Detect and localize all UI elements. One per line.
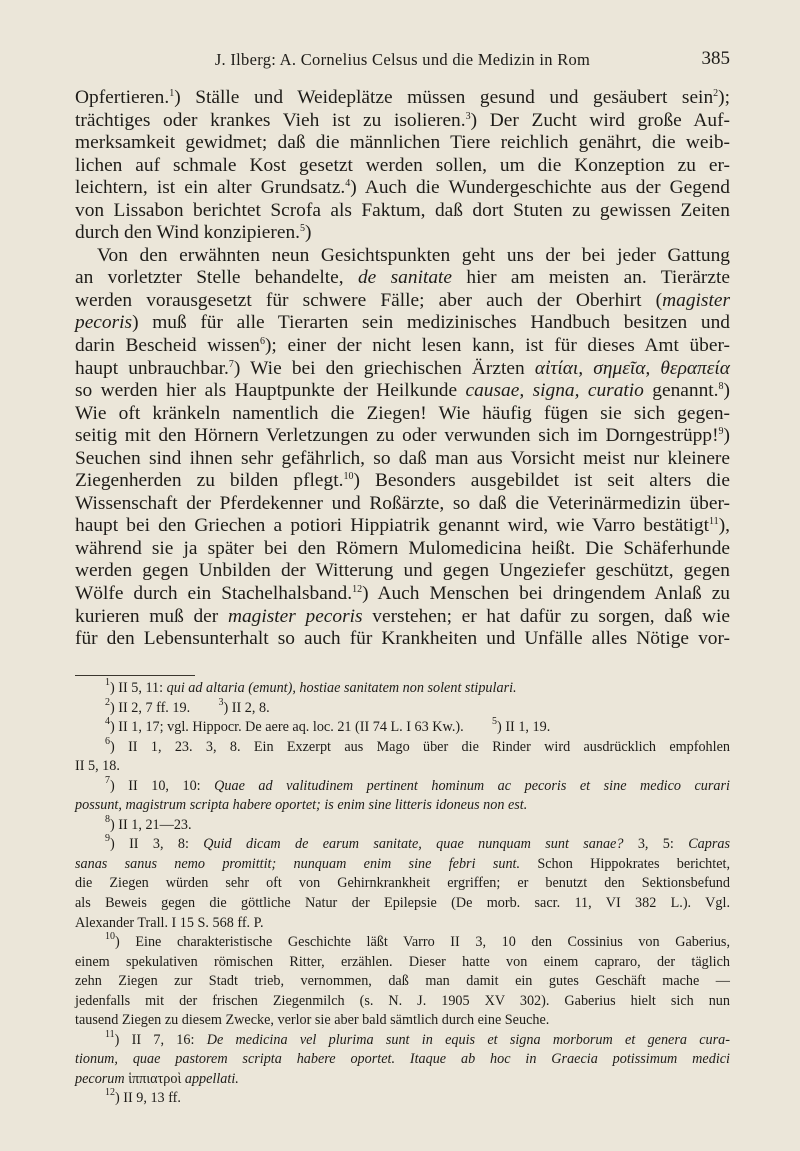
text-line: werden vorausgesetzt für schwere Fälle; aber auch der Oberhirt (magister <box>75 289 730 311</box>
running-header <box>75 50 730 74</box>
text-line: seitig mit den Hörnern Verletzungen zu oder verwunden sich im Dorngestrüpp!$^9$) <box>75 425 730 447</box>
text-line: pecoris) muß für alle Tierarten sein medizinisches Handbuch besitzen und <box>75 312 730 334</box>
text-line: kurieren muß der magister pecoris verstehen; er hat dafür zu sorgen, daß wie <box>75 605 730 627</box>
footnote-6-cont: II 5, 18. <box>75 758 120 775</box>
footnote-10-cont: zehn Ziegen zur Stadt trieb, vernommen, daß man damit ein gutes Geschäft mache — <box>75 973 730 990</box>
footnote-9: $^9$) II 3, 8: Quid dicam de earum sanitate, quae nunquam sunt sanae? 3, 5: Capras <box>105 833 730 853</box>
footnote-11-cont: tionum, quae pastorem scripta habere oportet. Itaque ab hoc in Graecia potissimum medici <box>75 1051 730 1068</box>
text-line: leichtern, ist ein alter Grundsatz.$^4$) Auch die Wundergeschichte aus der Gegend <box>75 177 730 199</box>
text-line: darin Bescheid wissen$^6$); einer der nicht lesen kann, ist für dieses Amt über- <box>75 335 730 357</box>
text-line: Wie oft kränkeln namentlich die Ziegen! Wie häufig fügen sie sich gegen- <box>75 402 730 424</box>
footnote-9-cont: die Ziegen würden sehr oft von Gehirnkrankheit ergriffen; er benutzt den Sektionsbefund <box>75 875 730 892</box>
footnote-12: $^{12}$) II 9, 13 ff. <box>105 1087 181 1107</box>
greek-text: ἱππιατροὶ <box>128 1070 182 1087</box>
text-line: werden gegen Unbilden der Witterung und gegen Ungeziefer geschützt, gegen <box>75 560 730 582</box>
footnote-10: $^{10}$) Eine charakteristische Geschichte läßt Varro II 3, 10 den Cossinius von Gaberius, <box>105 931 730 951</box>
text-line: Von den erwähnten neun Gesichtspunkten geht uns der bei jeder Gattung <box>97 244 730 266</box>
footnote-10-cont: tausend Ziegen zu diesem Zwecke, verlor sie aber bald sämtlich durch eine Seuche. <box>75 1012 550 1029</box>
footnote-2-3: $^2$) II 2, 7 ff. 19. $^3$) II 2, 8. <box>105 696 270 716</box>
text-line: Wissenschaft der Pferdekenner und Roßärzte, so daß die Veterinärmedizin über- <box>75 492 730 514</box>
text-line: Ziegenherden zu bilden pflegt.$^{10}$) Besonders ausgebildet ist seit alters die <box>75 470 730 492</box>
footnotes <box>75 679 730 1109</box>
text-line: haupt unbrauchbar.$^7$) Wie bei den griechischen Ärzten αἰτίαι, σημεῖα, θεραπεία <box>75 357 730 379</box>
footnote-7-cont: possunt, magistrum scripta habere oportet; is enim sine litteris idoneus non est. <box>75 797 528 814</box>
footnote-8: $^8$) II 1, 21—23. <box>105 813 192 833</box>
text-line: trächtiges oder krankes Vieh ist zu isolieren.$^3$) Der Zucht wird große Auf- <box>75 109 730 131</box>
footnote-10-cont: einem spekulativen römischen Ritter, erzählen. Dieser hatte von einem capraro, der täglich <box>75 953 730 970</box>
text-line: durch den Wind konzipieren.$^5$) <box>75 222 312 244</box>
text-line: lichen auf schmale Kost gesetzt werden sollen, um die Konzeption zu er- <box>75 154 730 176</box>
footnote-10-cont: jedenfalls mit der frischen Ziegenmilch (s. N. J. 1905 XV 302). Gaberius hielt sich nun <box>75 992 730 1009</box>
text-line: von Lissabon berichtet Scrofa als Faktum, daß dort Stuten zu gewissen Zeiten <box>75 199 730 221</box>
text-line: merksamkeit gewidmet; daß die männlichen Tiere reichlich genährt, die weib- <box>75 132 730 154</box>
footnote-11: $^{11}$) II 7, 16: De medicina vel plurima sunt in equis et signa morborum et genera cura- <box>105 1028 730 1048</box>
text-line: Opfertieren.$^1$) Ställe und Weideplätze müssen gesund und gesäubert sein$^2$); <box>75 87 730 108</box>
text-line: an vorletzter Stelle behandelte, de sanitate hier am meisten an. Tierärzte <box>75 267 730 289</box>
text-line: so werden hier als Hauptpunkte der Heilkunde causae, signa, curatio genannt.$^8$) <box>75 380 730 402</box>
text-line: während sie ja später bei den Römern Mulomedicina heißt. Die Schäferhunde <box>75 537 730 559</box>
page-number: 385 <box>701 48 730 69</box>
footnote-divider <box>75 675 195 676</box>
footnote-7: $^7$) II 10, 10: Quae ad valitudinem pertinent hominum ac pecoris et sine medico curari <box>105 774 730 794</box>
footnote-11-cont: pecorum ἱππιατροὶ appellati. <box>75 1070 239 1087</box>
footnote-1: $^1$) II 5, 11: qui ad altaria (emunt), hostiae sanitatem non solent stipulari. <box>105 677 517 696</box>
footnote-4-5: $^4$) II 1, 17; vgl. Hippocr. De aere aq. loc. 21 (II 74 L. I 63 Kw.). $^5$) II 1, 19. <box>105 716 551 736</box>
footnote-6: $^6$) II 1, 23. 3, 8. Ein Exzerpt aus Mago über die Rinder wird ausdrücklich empfohlen <box>105 735 730 755</box>
running-title: J. Ilberg: A. Cornelius Celsus und die Medizin in Rom <box>214 50 591 69</box>
text-line: Wölfe durch ein Stachelhalsband.$^{12}$) Auch Menschen bei dringendem Anlaß zu <box>75 583 730 605</box>
greek-text: αἰτίαι, σημεῖα, θεραπεία <box>534 357 730 379</box>
main-text <box>75 87 730 651</box>
text-line: Seuchen sind ihnen sehr gefährlich, so daß man aus Vorsicht meist nur kleinere <box>75 447 730 469</box>
text-line: für den Lebensunterhalt so auch für Krankheiten und Unfälle alles Nötige vor- <box>75 628 730 650</box>
text-line: haupt bei den Griechen a potiori Hippiatrik genannt wird, wie Varro bestätigt$^{11}$), <box>75 515 730 537</box>
footnote-9-cont: sanas sanus nemo promittit; nunquam enim sine febri sunt. Schon Hippokrates berichtet, <box>75 855 730 872</box>
footnote-9-cont: als Beweis gegen die göttliche Natur der Epilepsie (De morb. sacr. 11, VI 382 L.). Vgl. <box>75 895 730 912</box>
footnote-9-cont: Alexander Trall. I 15 S. 568 ff. P. <box>75 914 264 931</box>
